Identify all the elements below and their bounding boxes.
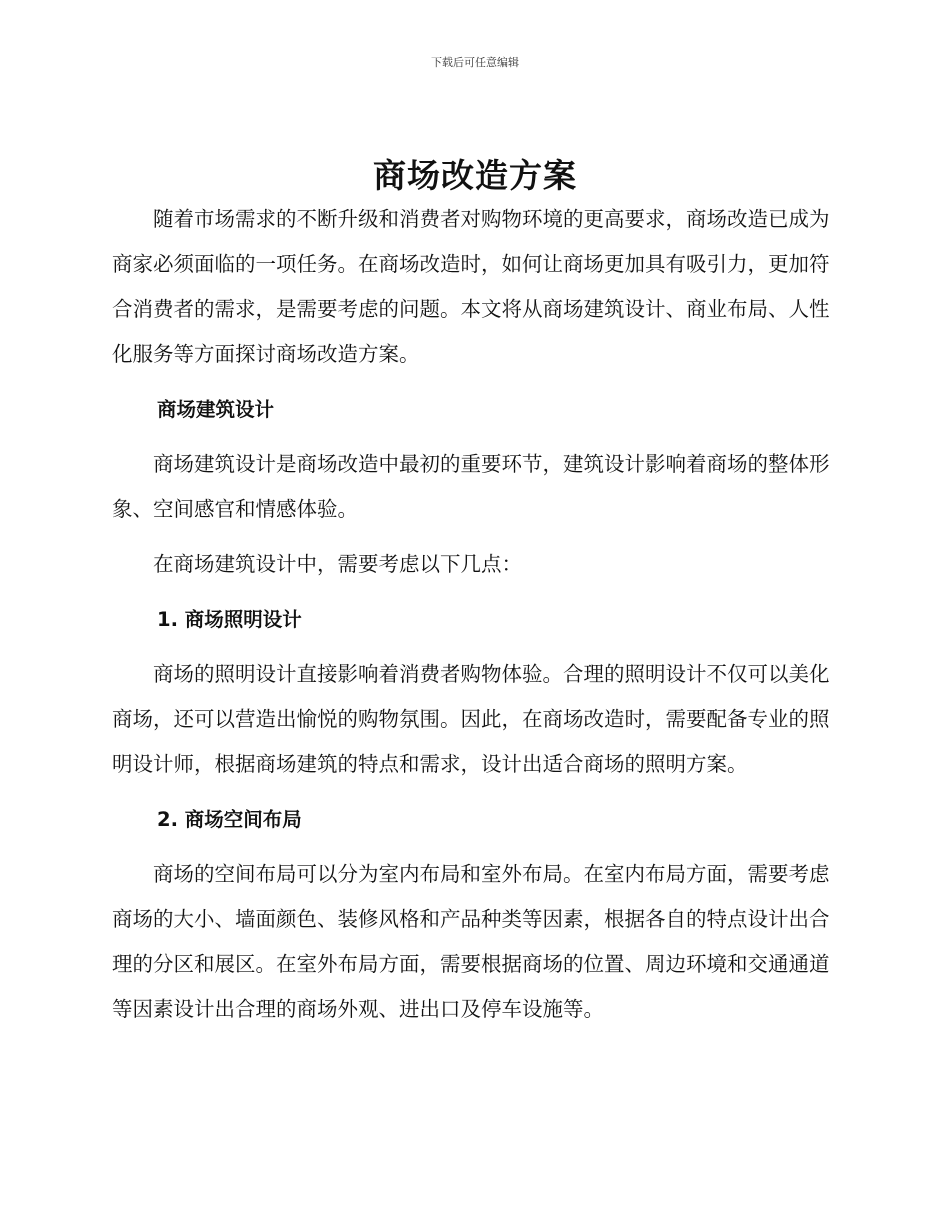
subsection-heading-layout: 2. 商场空间布局 [157, 808, 302, 831]
subsection-heading-lighting: 1. 商场照明设计 [157, 608, 302, 631]
section-heading-architecture: 商场建筑设计 [157, 398, 275, 421]
architecture-paragraph: 商场建筑设计是商场改造中最初的重要环节，建筑设计影响着商场的整体形象、空间感官和情感体验。 [112, 452, 830, 521]
intro-paragraph: 随着市场需求的不断升级和消费者对购物环境的更高要求，商场改造已成为商家必须面临的一项任务。在商场改造时，如何让商场更加具有吸引力，更加符合消费者的需求，是需要考虑的问题。本文将从商场建筑设计、商业布局、人性化服务等方面探讨商场改造方案。 [112, 207, 830, 366]
document-body [112, 197, 842, 1032]
layout-paragraph: 商场的空间布局可以分为室内布局和室外布局。在室内布局方面，需要考虑商场的大小、墙面颜色、装修风格和产品种类等因素，根据各自的特点设计出合理的分区和展区。在室外布局方面，需要根据商场的位置、周边环境和交通通道等因素设计出合理的商场外观、进出口及停车设施等。 [112, 862, 830, 1021]
lighting-paragraph: 商场的照明设计直接影响着消费者购物体验。合理的照明设计不仅可以美化商场，还可以营造出愉悦的购物氛围。因此，在商场改造时，需要配备专业的照明设计师，根据商场建筑的特点和需求，设计出适合商场的照明方案。 [112, 662, 830, 776]
page-title: 商场改造方案 [373, 156, 577, 195]
architecture-points-intro: 在商场建筑设计中，需要考虑以下几点： [153, 552, 522, 576]
header-note: 下载后可任意编辑 [431, 56, 519, 69]
